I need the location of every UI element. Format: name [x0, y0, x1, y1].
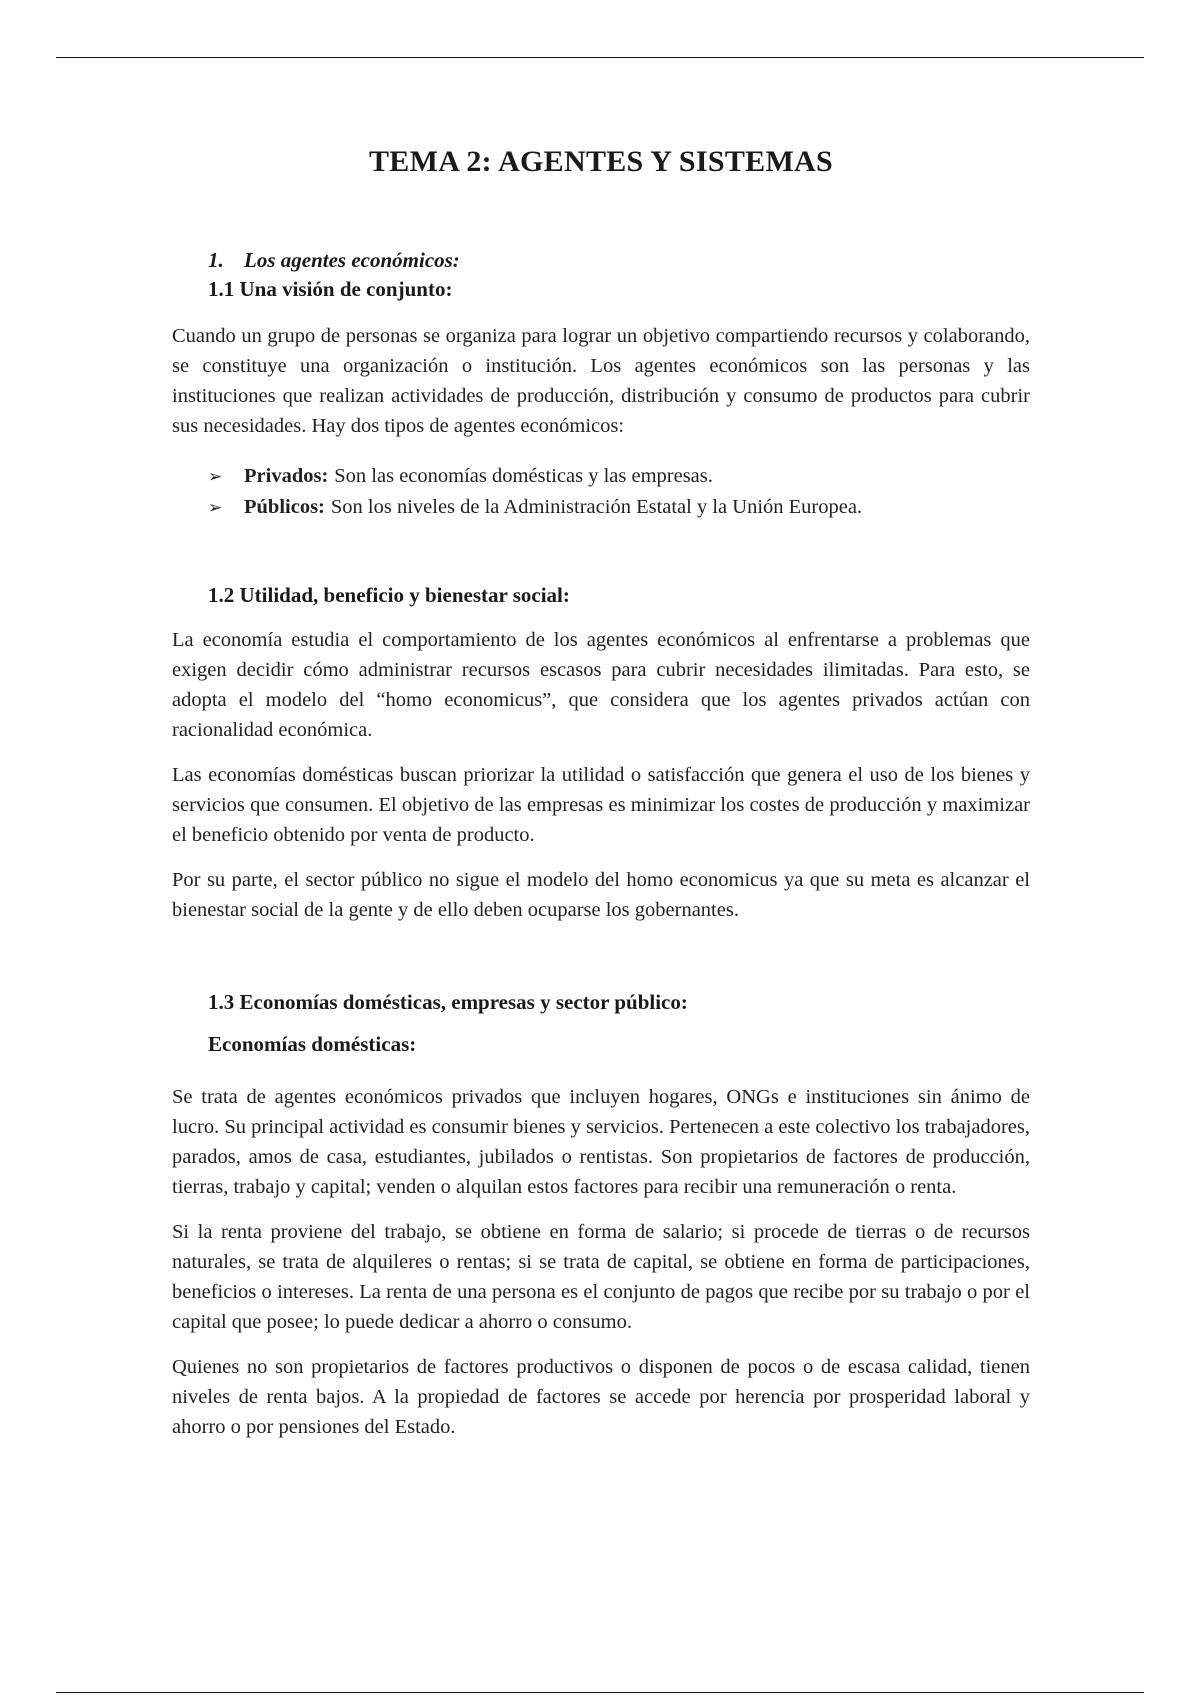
paragraph: Se trata de agentes económicos privados que incluyen hogares, ONGs e instituciones sin ánimo de lucro. Su principal actividad es consumir bienes y servicios. Pertenecen a este colectivo los trabajadores, parados, amos de casa, estudiantes, jubilados o rentistas. Son propietarios de factores de producción, tierras, trabajo y capital; venden o alquilan estos factores para recibir una remuneración o renta.: [172, 1086, 1030, 1198]
subsection-1-1-heading: 1.1 Una visión de conjunto:: [208, 277, 453, 301]
paragraph: La economía estudia el comportamiento de los agentes económicos al enfrentarse a problemas que exigen decidir cómo administrar recursos escasos para cubrir necesidades ilimitadas. Para esto, se adopta el modelo del “homo economicus”, que considera que los agentes privados actúan con racionalidad económica.: [172, 629, 1030, 741]
bottom-rule: [56, 1692, 1144, 1693]
paragraph: Las economías domésticas buscan priorizar la utilidad o satisfacción que genera el uso de los bienes y servicios que consumen. El objetivo de las empresas es minimizar los costes de producción y maximizar el beneficio obtenido por venta de producto.: [172, 764, 1030, 846]
subsection-1-1-body: [172, 321, 1030, 441]
paragraph: Por su parte, el sector público no sigue el modelo del homo economicus ya que su meta es alcanzar el bienestar social de la gente y de ello deben ocuparse los gobernantes.: [172, 869, 1030, 921]
list-item: [208, 461, 1030, 492]
list-item: [208, 492, 1030, 523]
bullet-label: Privados:: [244, 465, 329, 487]
section-1-heading: [172, 248, 1030, 273]
subsection-1-2-body: [172, 625, 1030, 925]
subsection-1-3-body: [172, 1082, 1030, 1442]
arrow-bullet-icon: ➢: [208, 498, 223, 517]
paragraph: Quienes no son propietarios de factores productivos o disponen de pocos o de escasa calidad, tienen niveles de renta bajos. A la propiedad de factores se accede por herencia por prosperidad laboral y ahorro o por pensiones del Estado.: [172, 1356, 1030, 1438]
top-rule: [56, 57, 1144, 58]
agent-types-list: [172, 461, 1030, 523]
section-1-title: Los agentes económicos:: [244, 248, 460, 272]
arrow-bullet-icon: ➢: [208, 467, 223, 486]
bullet-text: Son los niveles de la Administración Estatal y la Unión Europea.: [330, 496, 863, 518]
subsection-1-3-subheading: Economías domésticas:: [208, 1032, 417, 1056]
subsection-1-3-heading: 1.3 Economías domésticas, empresas y sector público:: [208, 990, 688, 1014]
bullet-label: Públicos:: [244, 496, 325, 518]
section-1-header: [172, 248, 1030, 302]
bullet-text: Son las economías domésticas y las empresas.: [334, 465, 713, 487]
subsection-1-2-heading: 1.2 Utilidad, beneficio y bienestar social:: [208, 583, 570, 607]
paragraph: Si la renta proviene del trabajo, se obtiene en forma de salario; si procede de tierras o de recursos naturales, se trata de alquileres o rentas; si se trata de capital, se obtiene en forma de participaciones, beneficios o intereses. La renta de una persona es el conjunto de pagos que recibe por su trabajo o por el capital que posee; lo puede dedicar a ahorro o consumo.: [172, 1221, 1030, 1333]
paragraph: Cuando un grupo de personas se organiza para lograr un objetivo compartiendo recursos y colaborando, se constituye una organización o institución. Los agentes económicos son las personas y las instituciones que realizan actividades de producción, distribución y consumo de productos para cubrir sus necesidades. Hay dos tipos de agentes económicos:: [172, 325, 1030, 437]
subsection-1-2-header: [172, 583, 1030, 608]
subsection-1-3-header: [172, 990, 1030, 1057]
section-1-number: 1.: [208, 248, 224, 272]
page-title: TEMA 2: AGENTES Y SISTEMAS: [368, 145, 834, 178]
